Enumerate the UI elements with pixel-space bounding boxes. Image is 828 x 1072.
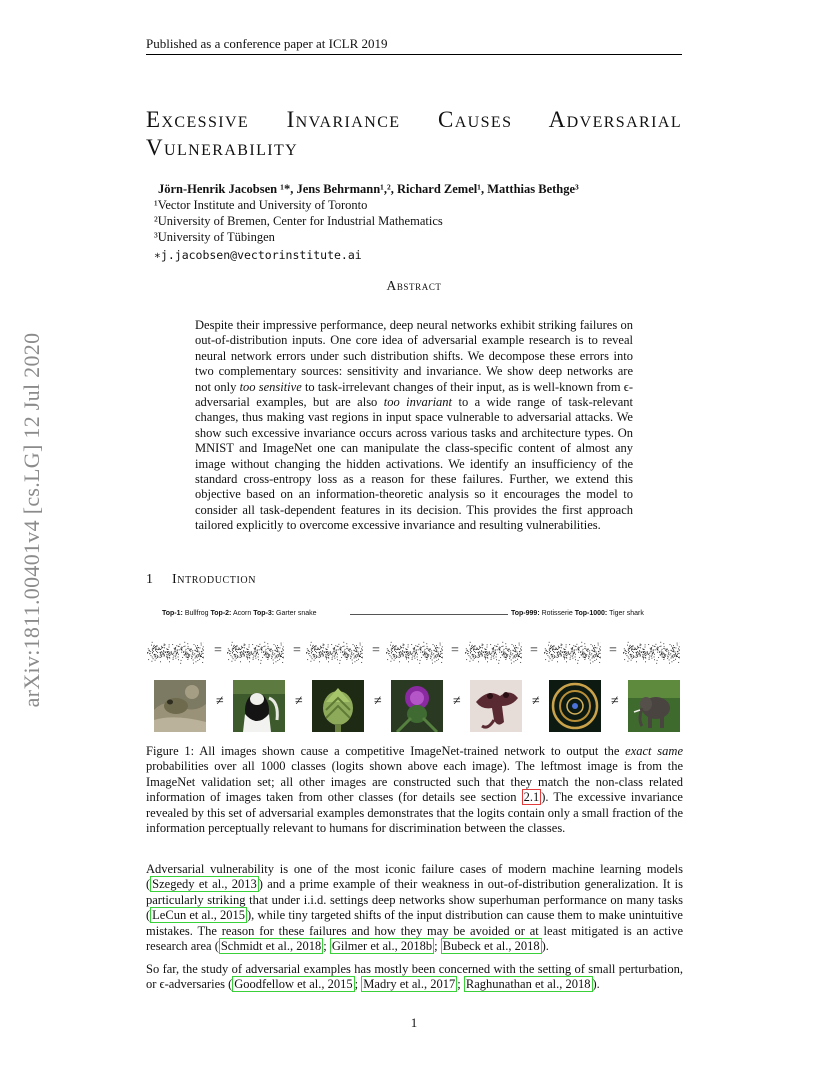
figure-top-labels-left [162, 610, 317, 617]
abstract-body [195, 318, 633, 534]
logit-plot [623, 636, 680, 670]
equal-sign: = [293, 643, 301, 658]
para1-text-f: ). [541, 939, 549, 954]
para2-text-b: ; [354, 977, 362, 992]
citation-link[interactable]: Gilmer et al., 2018b [331, 939, 433, 954]
thistle-image [391, 680, 443, 732]
logit-plot [386, 636, 443, 670]
intro-paragraph-1 [146, 862, 683, 954]
section-title: Introduction [172, 572, 257, 587]
para2-text-c: ; [457, 977, 464, 992]
top3-label: Top-3: [253, 610, 275, 617]
arxiv-stamp-text: arXiv:1811.00401v4 [cs.LG] 12 Jul 2020 [19, 332, 44, 708]
top999-value: Rotisserie [541, 610, 573, 617]
caption-text-a: Figure 1: All images shown cause a competitive ImageNet-trained network to output the [146, 744, 626, 758]
artichoke-image [312, 680, 364, 732]
citation-link[interactable]: Madry et al., 2017 [363, 977, 456, 992]
equal-sign: = [609, 643, 617, 658]
paper-title [146, 106, 686, 162]
title-line-2: Vulnerability [146, 135, 299, 160]
top2-label: Top-2: [210, 610, 232, 617]
top2-value: Acorn [232, 610, 252, 617]
affiliation-1: ¹Vector Institute and University of Toronto [154, 198, 368, 212]
not-equal-sign: ≠ [453, 694, 461, 709]
section-heading [146, 572, 256, 588]
logit-plot [147, 636, 204, 670]
top1000-label: Top-1000: [574, 610, 608, 617]
affiliation-2: ²University of Bremen, Center for Industrial Mathematics [154, 214, 443, 228]
page-number: 1 [410, 1015, 418, 1030]
tree-frog-image [470, 680, 522, 732]
para1-text-e: ; [434, 939, 441, 954]
section-link[interactable]: 2.1 [523, 790, 540, 805]
para1-text-a: Adversarial vulnerability is one of the most iconic failure cases of modern machine learning models ( [146, 862, 683, 892]
affiliation-3: ³University of Tübingen [154, 230, 275, 244]
caption-text-b: probabilities over all 1000 classes (logits shown above each image). The leftmost image is from the ImageNet validation set; all other images are constructed such that they match the non-class related information of images taken from other classes (for details see section [146, 759, 683, 805]
equal-sign: = [451, 643, 459, 658]
not-equal-sign: ≠ [295, 694, 303, 709]
para1-text-d: ; [323, 939, 330, 954]
top1-value: Bullfrog [184, 610, 209, 617]
logit-plot [306, 636, 363, 670]
abstract-text-c: to a wide range of task-relevant changes, thus making vast regions in input space vulnerable to adversarial attacks. We show such excessive invariance occurs across various tasks and architecture types. On MNIST and ImageNet one can manipulate the class-specific content of almost any image without changing the hidden activations. We identify an insufficiency of the standard cross-entropy loss as a reason for these failures. Further, we extend this objective based on an information-theoretic analysis so it encourages the model to consider all task-dependent features in its decision. This provides the first approach tailored explicitly to overcome excessive invariance and resulting vulnerabilities. [195, 395, 634, 533]
citation-link[interactable]: Raghunathan et al., 2018 [465, 977, 591, 992]
figure-class-rank-line [350, 614, 508, 615]
figure-top-labels-right [511, 610, 644, 617]
abstract-emphasis-2: too invariant [383, 395, 453, 410]
caption-text-c: ). The excessive invariance revealed by this set of adversarial examples demonstrates that the logits contain only a small fraction of the information perceptually relevant to humans for discrimination between the classes. [146, 790, 683, 836]
logit-plot [544, 636, 601, 670]
section-number: 1 [146, 572, 153, 587]
top999-label: Top-999: [511, 610, 540, 617]
not-equal-sign: ≠ [611, 694, 619, 709]
abstract-text-a: Despite their impressive performance, deep neural networks exhibit striking failures on out-of-distribution inputs. One core idea of adversarial example research is to reveal neural network errors under such distribution shifts. We decompose these errors into two complementary sources: sensitivity and invariance. We show deep networks are not only [195, 318, 633, 394]
top1000-value: Tiger shark [609, 610, 644, 617]
author-list: Jörn-Henrik Jacobsen ¹*, Jens Behrmann¹,², Richard Zemel¹, Matthias Bethge³ [158, 182, 579, 196]
monkey-image [233, 680, 285, 732]
logit-plot [465, 636, 522, 670]
citation-link[interactable]: LeCun et al., 2015 [152, 908, 245, 923]
abstract-heading: Abstract [386, 278, 442, 293]
running-header: Published as a conference paper at ICLR 2019 [146, 36, 388, 51]
citation-link[interactable]: Goodfellow et al., 2015 [234, 977, 353, 992]
equal-sign: = [214, 643, 222, 658]
not-equal-sign: ≠ [216, 694, 224, 709]
para1-text-c: ), while tiny targeted shifts of the input distribution can cause them to make unintuitive mistakes. The reason for these failures and how they may be avoided or at least mitigated is an active research area ( [146, 908, 683, 954]
figure-caption [146, 744, 683, 836]
top1-label: Top-1: [162, 610, 183, 617]
abstract-emphasis-1: too sensitive [239, 379, 302, 394]
abstract-text-b: to task-irrelevant changes of their input, as is well-known from ϵ-adversarial examples, but are also [195, 379, 634, 410]
para2-text-a: So far, the study of adversarial examples has mostly been concerned with the setting of small perturbation, or ϵ-adversaries ( [146, 962, 683, 992]
citation-link[interactable]: Szegedy et al., 2013 [152, 877, 257, 892]
arxiv-stamp [14, 280, 50, 760]
not-equal-sign: ≠ [532, 694, 540, 709]
equal-sign: = [530, 643, 538, 658]
equal-sign: = [372, 643, 380, 658]
author-email[interactable]: ∗j.jacobsen@vectorinstitute.ai [154, 248, 362, 262]
para1-text-b: ) and a prime example of their weakness in out-of-distribution generalization. It is particularly striking that under i.i.d. settings deep networks show superhuman performance on many tasks ( [146, 877, 683, 923]
title-line-1: Excessive Invariance Causes Adversarial [146, 107, 682, 132]
citation-link[interactable]: Bubeck et al., 2018 [442, 939, 540, 954]
intro-paragraph-2 [146, 962, 683, 993]
elephant-image [628, 680, 680, 732]
caption-emphasis: exact same [625, 744, 683, 758]
not-equal-sign: ≠ [374, 694, 382, 709]
para2-text-d: ). [592, 977, 600, 992]
header-rule [146, 54, 682, 55]
citation-link[interactable]: Schmidt et al., 2018 [220, 939, 322, 954]
spiral-image [549, 680, 601, 732]
bullfrog-image [154, 680, 206, 732]
top3-value: Garter snake [276, 610, 317, 617]
logit-plot [227, 636, 284, 670]
